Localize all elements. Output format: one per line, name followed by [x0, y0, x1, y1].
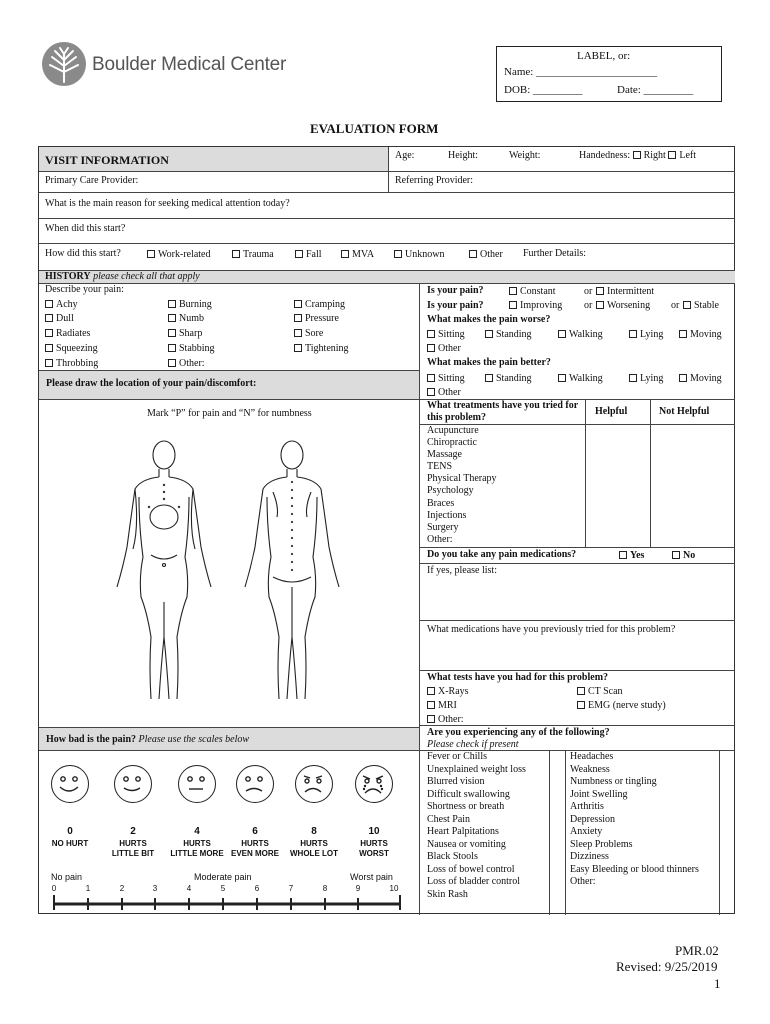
org-name: Boulder Medical Center — [92, 54, 287, 75]
face-label-4a: HURTS — [183, 839, 211, 848]
form-title: EVALUATION FORM — [310, 121, 439, 136]
pain-intermittent-option[interactable] — [596, 286, 654, 298]
option-label: Squeezing — [56, 343, 98, 354]
symptom-item: Depression — [570, 814, 615, 825]
option-label: Standing — [496, 329, 532, 340]
date-line[interactable]: Date: _________ — [617, 84, 694, 96]
symptom-item: Arthritis — [570, 801, 604, 812]
option-label: Numb — [179, 313, 204, 324]
checkbox[interactable] — [509, 301, 517, 309]
pain-type-stabbing[interactable] — [168, 343, 215, 355]
checkbox[interactable] — [168, 359, 176, 367]
form-code: PMR.02 — [675, 943, 719, 958]
treatment-item: TENS — [427, 461, 452, 472]
body-back-figure-icon[interactable] — [237, 437, 347, 707]
checkbox[interactable] — [679, 330, 687, 338]
tree-logo-icon — [40, 40, 88, 88]
checkbox[interactable] — [485, 330, 493, 338]
pain-trend-q: Is your pain? — [427, 300, 484, 311]
face-label-2b: LITTLE BIT — [111, 849, 155, 858]
worse-standing[interactable] — [485, 329, 532, 341]
symptom-item: Anxiety — [570, 826, 603, 837]
option-label: Intermittent — [607, 286, 655, 297]
option-label: Yes — [630, 550, 645, 561]
checkbox[interactable] — [427, 330, 435, 338]
option-label: Trauma — [243, 249, 274, 260]
dob-line[interactable]: DOB: _________ — [504, 84, 583, 96]
face-label-8a: HURTS — [300, 839, 328, 848]
referring-field[interactable]: Referring Provider: — [395, 175, 474, 186]
option-label: Sitting — [438, 329, 465, 340]
face-label-6b: EVEN MORE — [230, 849, 279, 858]
checkbox[interactable] — [427, 701, 435, 709]
checkbox[interactable] — [427, 715, 435, 723]
medications-q: Do you take any pain medications? — [427, 549, 577, 560]
symptom-item: Blurred vision — [427, 776, 485, 787]
tick-label: 7 — [288, 884, 294, 893]
pain-type-other[interactable] — [168, 358, 205, 370]
tests-q: What tests have you had for this problem? — [427, 672, 609, 683]
crying-face-icon — [354, 764, 392, 802]
height-field[interactable]: Height: — [448, 150, 478, 161]
face-10[interactable] — [355, 765, 393, 803]
face-8[interactable] — [295, 765, 333, 803]
checkbox[interactable] — [147, 250, 155, 258]
checkbox[interactable] — [168, 300, 176, 308]
symptom-item: Headaches — [570, 751, 614, 762]
pain-improving-option[interactable] — [509, 300, 562, 312]
helpful-header: Helpful — [595, 406, 628, 417]
face-label-10b: WORST — [359, 849, 389, 858]
checkbox[interactable] — [45, 359, 53, 367]
option-label: Other — [480, 249, 503, 260]
worse-walking[interactable] — [558, 329, 603, 341]
tick-label: 9 — [355, 884, 361, 893]
option-label: Sore — [305, 328, 324, 339]
face-num-0: 0 — [67, 826, 73, 837]
worse-moving[interactable] — [679, 329, 722, 341]
draw-location-note: Mark “P” for pain and “N” for numbness — [147, 408, 312, 419]
worst-pain-label: Worst pain — [350, 872, 393, 882]
primary-care-field[interactable]: Primary Care Provider: — [45, 175, 139, 186]
symptom-item: Skin Rash — [427, 889, 468, 900]
better-walking[interactable] — [558, 373, 603, 385]
symptom-item: Numbness or tingling — [570, 776, 657, 787]
pain-scale-q — [46, 734, 249, 746]
better-q: What makes the pain better? — [427, 357, 551, 368]
pain-or-3: or — [671, 300, 680, 311]
checkbox[interactable] — [427, 388, 435, 396]
tick-label: 6 — [254, 884, 260, 893]
pain-type-dull[interactable] — [45, 313, 74, 325]
option-label: Stable — [694, 300, 719, 311]
option-label: Stabbing — [179, 343, 215, 354]
symptom-item: Heart Palpitations — [427, 826, 499, 837]
face-num-6: 6 — [252, 826, 258, 837]
treatment-item: Acupuncture — [427, 425, 479, 436]
checkbox[interactable] — [509, 287, 517, 295]
handedness-right-checkbox[interactable] — [633, 151, 641, 159]
checkbox[interactable] — [45, 344, 53, 352]
worse-other[interactable] — [427, 343, 461, 355]
checkbox[interactable] — [45, 329, 53, 337]
symptom-item: Unexplained weight loss — [427, 764, 526, 775]
symptom-item: Chest Pain — [427, 814, 471, 825]
tick-label: 2 — [119, 884, 125, 893]
option-label: Unknown — [405, 249, 445, 260]
how-start-mva[interactable] — [341, 249, 374, 261]
symptom-item: Loss of bowel control — [427, 864, 515, 875]
tick-label: 1 — [85, 884, 91, 893]
symptom-item: Sleep Problems — [570, 839, 633, 850]
checkbox[interactable] — [683, 301, 691, 309]
checkbox[interactable] — [294, 300, 302, 308]
logo — [40, 40, 320, 92]
pain-scale-note: Please use the scales below — [138, 734, 250, 745]
option-label: Other: — [179, 358, 205, 369]
describe-pain-label: Describe your pain: — [45, 284, 124, 295]
symptom-item: Joint Swelling — [570, 789, 628, 800]
checkbox[interactable] — [168, 314, 176, 322]
symptom-item: Nausea or vomiting — [427, 839, 506, 850]
option-label: Tightening — [305, 343, 349, 354]
checkbox[interactable] — [485, 374, 493, 382]
history-note: please check all that apply — [93, 271, 200, 282]
symptoms-q: Are you experiencing any of the following? — [427, 727, 610, 738]
evaluation-form — [38, 146, 735, 914]
weight-field[interactable]: Weight: — [509, 150, 541, 161]
history-title: HISTORY — [45, 271, 91, 282]
how-start-unknown[interactable] — [394, 249, 444, 261]
tick-label: 0 — [51, 884, 57, 893]
medications-list-field[interactable]: If yes, please list: — [427, 565, 497, 576]
option-label: MRI — [438, 700, 457, 711]
treatment-item: Other: — [427, 534, 453, 545]
option-label: Constant — [520, 286, 556, 297]
handedness-left-checkbox[interactable] — [668, 151, 676, 159]
no-pain-label: No pain — [51, 872, 83, 882]
option-label: EMG (nerve study) — [588, 700, 666, 711]
pain-type-numb[interactable] — [168, 313, 204, 325]
option-label: Burning — [179, 299, 212, 310]
checkbox[interactable] — [427, 344, 435, 352]
checkbox[interactable] — [232, 250, 240, 258]
option-label: Throbbing — [56, 358, 99, 369]
option-label: Cramping — [305, 299, 345, 310]
worse-q: What makes the pain worse? — [427, 314, 551, 325]
face-label-4b: LITTLE MORE — [170, 849, 224, 858]
pain-type-squeezing[interactable] — [45, 343, 98, 355]
checkbox[interactable] — [577, 687, 585, 695]
checkbox[interactable] — [394, 250, 402, 258]
pain-or-1: or — [584, 286, 593, 297]
face-label-0: NO HURT — [51, 839, 89, 848]
option-label: Fall — [306, 249, 322, 260]
better-moving[interactable] — [679, 373, 722, 385]
face-label-6a: HURTS — [241, 839, 269, 848]
how-start-trauma[interactable] — [232, 249, 274, 261]
option-label: Work-related — [158, 249, 211, 260]
better-standing[interactable] — [485, 373, 532, 385]
better-sitting[interactable] — [427, 373, 465, 385]
treatment-item: Chiropractic — [427, 437, 477, 448]
option-label: Worsening — [607, 300, 651, 311]
tick-label: 5 — [220, 884, 226, 893]
checkbox[interactable] — [679, 374, 687, 382]
test-other[interactable] — [427, 714, 464, 726]
symptom-item: Black Stools — [427, 851, 478, 862]
pain-type-radiates[interactable] — [45, 328, 90, 340]
better-lying[interactable] — [629, 373, 663, 385]
checkbox[interactable] — [341, 250, 349, 258]
age-field[interactable]: Age: — [395, 150, 415, 161]
neutral-face-icon — [177, 764, 215, 802]
medications-yes[interactable] — [619, 550, 644, 562]
checkbox[interactable] — [295, 250, 303, 258]
pain-pattern-q: Is your pain? — [427, 285, 484, 296]
face-num-10: 10 — [368, 826, 380, 837]
checkbox[interactable] — [619, 551, 627, 559]
tick-label: 10 — [389, 884, 399, 893]
treatment-item: Braces — [427, 498, 455, 509]
option-label: CT Scan — [588, 686, 623, 697]
label-box — [496, 46, 722, 102]
option-label: Achy — [56, 299, 78, 310]
symptom-item: Loss of bladder control — [427, 876, 521, 887]
option-label: Moving — [690, 329, 722, 340]
better-other[interactable] — [427, 387, 461, 399]
smile-face-icon — [50, 764, 88, 802]
checkbox[interactable] — [629, 330, 637, 338]
face-num-8: 8 — [311, 826, 317, 837]
how-start-work[interactable] — [147, 249, 211, 261]
test-xrays[interactable] — [427, 686, 469, 698]
body-front-figure-icon[interactable] — [109, 437, 219, 707]
option-label: Radiates — [56, 328, 91, 339]
pain-constant-option[interactable] — [509, 286, 556, 298]
checkbox[interactable] — [294, 344, 302, 352]
symptom-item: Shortness or breath — [427, 801, 505, 812]
face-0[interactable] — [51, 765, 89, 803]
symptom-item: Dizziness — [570, 851, 609, 862]
revised-date: Revised: 9/25/2019 — [616, 959, 718, 974]
frown-face-icon — [294, 764, 332, 802]
checkbox[interactable] — [672, 551, 680, 559]
draw-location-label: Please draw the location of your pain/discomfort: — [46, 378, 257, 389]
option-label: Standing — [496, 373, 532, 384]
handedness-label: Handedness: — [579, 150, 631, 161]
option-label: No — [683, 550, 696, 561]
option-label: MVA — [352, 249, 375, 260]
moderate-pain-label: Moderate pain — [194, 872, 252, 882]
treatments-q-line1: What treatments have you tried for — [427, 400, 579, 411]
option-label: Pressure — [305, 313, 339, 324]
face-label-10a: HURTS — [360, 839, 388, 848]
option-label: Walking — [569, 373, 603, 384]
checkbox[interactable] — [427, 374, 435, 382]
option-label: Moving — [690, 373, 722, 384]
how-start-label: How did this start? — [45, 248, 121, 259]
handedness-right-label: Right — [643, 150, 666, 161]
option-label: X-Rays — [438, 686, 469, 697]
previous-medications-field[interactable]: What medications have you previously tried for this problem? — [427, 624, 676, 635]
label-title: LABEL, or: — [577, 50, 631, 62]
further-details-field[interactable]: Further Details: — [523, 248, 587, 259]
treatment-item: Injections — [427, 510, 467, 521]
option-label: Sharp — [179, 328, 203, 339]
when-start-field[interactable]: When did this start? — [45, 223, 126, 234]
checkbox[interactable] — [596, 301, 604, 309]
how-start-other[interactable] — [469, 249, 503, 261]
pain-type-throbbing[interactable] — [45, 358, 98, 370]
checkbox[interactable] — [45, 300, 53, 308]
option-label: Lying — [640, 373, 664, 384]
worse-sitting[interactable] — [427, 329, 465, 341]
option-label: Sitting — [438, 373, 465, 384]
checkbox[interactable] — [629, 374, 637, 382]
checkbox[interactable] — [596, 287, 604, 295]
treatment-item: Surgery — [427, 522, 459, 533]
how-start-fall[interactable] — [295, 249, 322, 261]
page-number: 1 — [714, 976, 721, 991]
pain-type-pressure[interactable] — [294, 313, 339, 325]
pain-type-cramping[interactable] — [294, 299, 345, 311]
pain-or-2: or — [584, 300, 593, 311]
treatments-q-line2: this problem? — [427, 412, 486, 423]
history-heading — [45, 271, 200, 283]
test-mri[interactable] — [427, 700, 457, 712]
test-emg[interactable] — [577, 700, 666, 712]
symptom-item: Other: — [570, 876, 596, 887]
option-label: Improving — [520, 300, 563, 311]
face-num-2: 2 — [130, 826, 136, 837]
option-label: Lying — [640, 329, 664, 340]
symptom-item: Weakness — [570, 764, 610, 775]
tick-label: 4 — [186, 884, 192, 893]
checkbox[interactable] — [294, 314, 302, 322]
checkbox[interactable] — [45, 314, 53, 322]
face-label-8b: WHOLE LOT — [290, 849, 338, 858]
pain-stable-option[interactable] — [683, 300, 719, 312]
face-2[interactable] — [114, 765, 152, 803]
face-label-2a: HURTS — [119, 839, 147, 848]
face-num-4: 4 — [194, 826, 200, 837]
treatment-item: Massage — [427, 449, 462, 460]
symptom-item: Easy Bleeding or blood thinners — [570, 864, 699, 875]
treatment-item: Psychology — [427, 485, 474, 496]
pain-type-sore[interactable] — [294, 328, 323, 340]
option-label: Other — [438, 343, 461, 354]
pain-scale-title: How bad is the pain? — [46, 734, 137, 745]
worse-lying[interactable] — [629, 329, 663, 341]
symptom-item: Fever or Chills — [427, 751, 487, 762]
pain-type-achy[interactable] — [45, 299, 78, 311]
checkbox[interactable] — [168, 329, 176, 337]
pain-type-sharp[interactable] — [168, 328, 202, 340]
medications-no[interactable] — [672, 550, 695, 562]
option-label: Other — [438, 387, 461, 398]
treatment-item: Physical Therapy — [427, 473, 497, 484]
checkbox[interactable] — [427, 687, 435, 695]
option-label: Walking — [569, 329, 603, 340]
option-label: Dull — [56, 313, 74, 324]
pain-ruler[interactable] — [47, 892, 407, 912]
test-ct[interactable] — [577, 686, 623, 698]
face-4[interactable] — [178, 765, 216, 803]
handedness-left-label: Left — [679, 150, 696, 161]
checkbox[interactable] — [294, 329, 302, 337]
symptoms-note: Please check if present — [427, 739, 519, 750]
tick-label: 8 — [322, 884, 328, 893]
pain-type-burning[interactable] — [168, 299, 212, 311]
handedness-field — [579, 150, 696, 162]
checkbox[interactable] — [558, 374, 566, 382]
symptom-item: Difficult swallowing — [427, 789, 510, 800]
checkbox[interactable] — [577, 701, 585, 709]
not-helpful-header: Not Helpful — [659, 406, 710, 417]
pain-worsening-option[interactable] — [596, 300, 650, 312]
checkbox[interactable] — [558, 330, 566, 338]
tick-label: 3 — [152, 884, 158, 893]
face-6[interactable] — [236, 765, 274, 803]
option-label: Other: — [438, 714, 464, 725]
slight-frown-face-icon — [235, 764, 273, 802]
slight-smile-face-icon — [113, 764, 151, 802]
checkbox[interactable] — [168, 344, 176, 352]
checkbox[interactable] — [469, 250, 477, 258]
visit-heading: VISIT INFORMATION — [45, 153, 169, 167]
name-line[interactable]: Name: ______________________ — [504, 66, 658, 78]
main-reason-field[interactable]: What is the main reason for seeking medical attention today? — [45, 198, 290, 209]
pain-type-tightening[interactable] — [294, 343, 349, 355]
